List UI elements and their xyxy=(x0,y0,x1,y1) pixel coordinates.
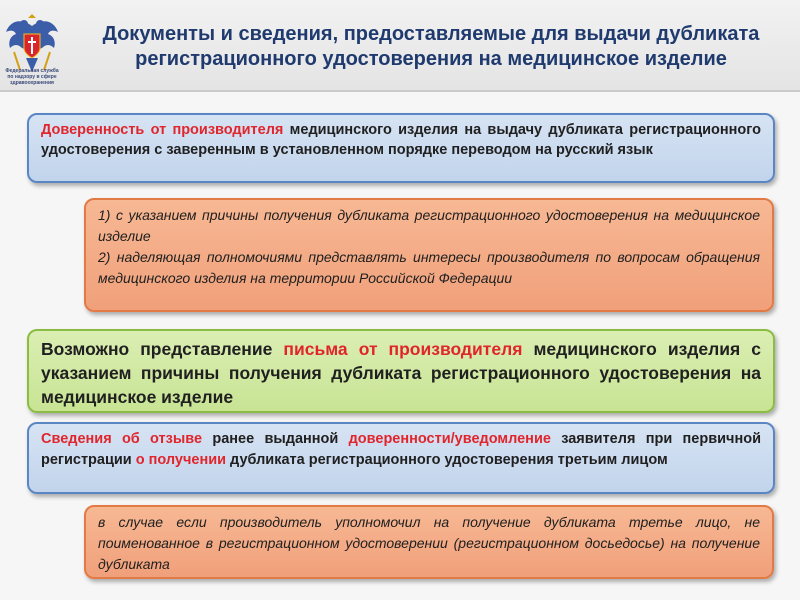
block4-highlight-1: Сведения об отзыве xyxy=(41,431,203,447)
block1-highlight: Доверенность от производителя xyxy=(41,122,284,138)
block4-text-1: ранее выданной xyxy=(202,431,349,447)
block1-text: медицинского изделия на выдачу дубликата регистрационного удостоверения с заверенным в установленном порядке переводом на русский язык xyxy=(41,122,761,158)
third-party-note-block xyxy=(84,505,774,579)
block4-text-3: дубликата регистрационного удостоверения третьим лицом xyxy=(226,452,668,468)
block3-highlight: письма от производителя xyxy=(283,339,523,359)
logo-caption: Федеральная служба по надзору в сфере здравоохранения xyxy=(5,68,59,86)
block4-highlight-2: доверенности/уведомление xyxy=(348,431,551,447)
slide-header xyxy=(0,0,800,92)
block5-text: в случае если производитель уполномочил на получение дубликата третье лицо, не поименованное в регистрационном удостоверении (регистрационном досьедосье) на получение дубликата xyxy=(98,514,760,572)
power-of-attorney-block xyxy=(27,113,775,183)
block3-text-1: Возможно представление xyxy=(41,339,284,359)
revocation-info-block xyxy=(27,422,775,494)
manufacturer-letter-block xyxy=(27,329,775,413)
block4-text-2: заявителя при первичной регистрации xyxy=(41,431,761,468)
page-title: Документы и сведения, предоставляемые для выдачи дубликата регистрационного удостоверения на медицинское изделие xyxy=(102,23,760,70)
power-of-attorney-conditions-block xyxy=(84,198,774,312)
condition-item-2: 2) наделяющая полномочиями представлять интересы производителя по вопросам обращения медицинского изделия на территории Российской Федерации xyxy=(98,249,760,286)
block3-text-2: медицинского изделия с указанием причины получения дубликата регистрационного удостоверения на медицинское изделие xyxy=(41,339,761,407)
condition-item-1: 1) с указанием причины получения дубликата регистрационного удостоверения на медицинское изделие xyxy=(98,207,760,244)
block4-highlight-3: о получении xyxy=(135,452,227,468)
